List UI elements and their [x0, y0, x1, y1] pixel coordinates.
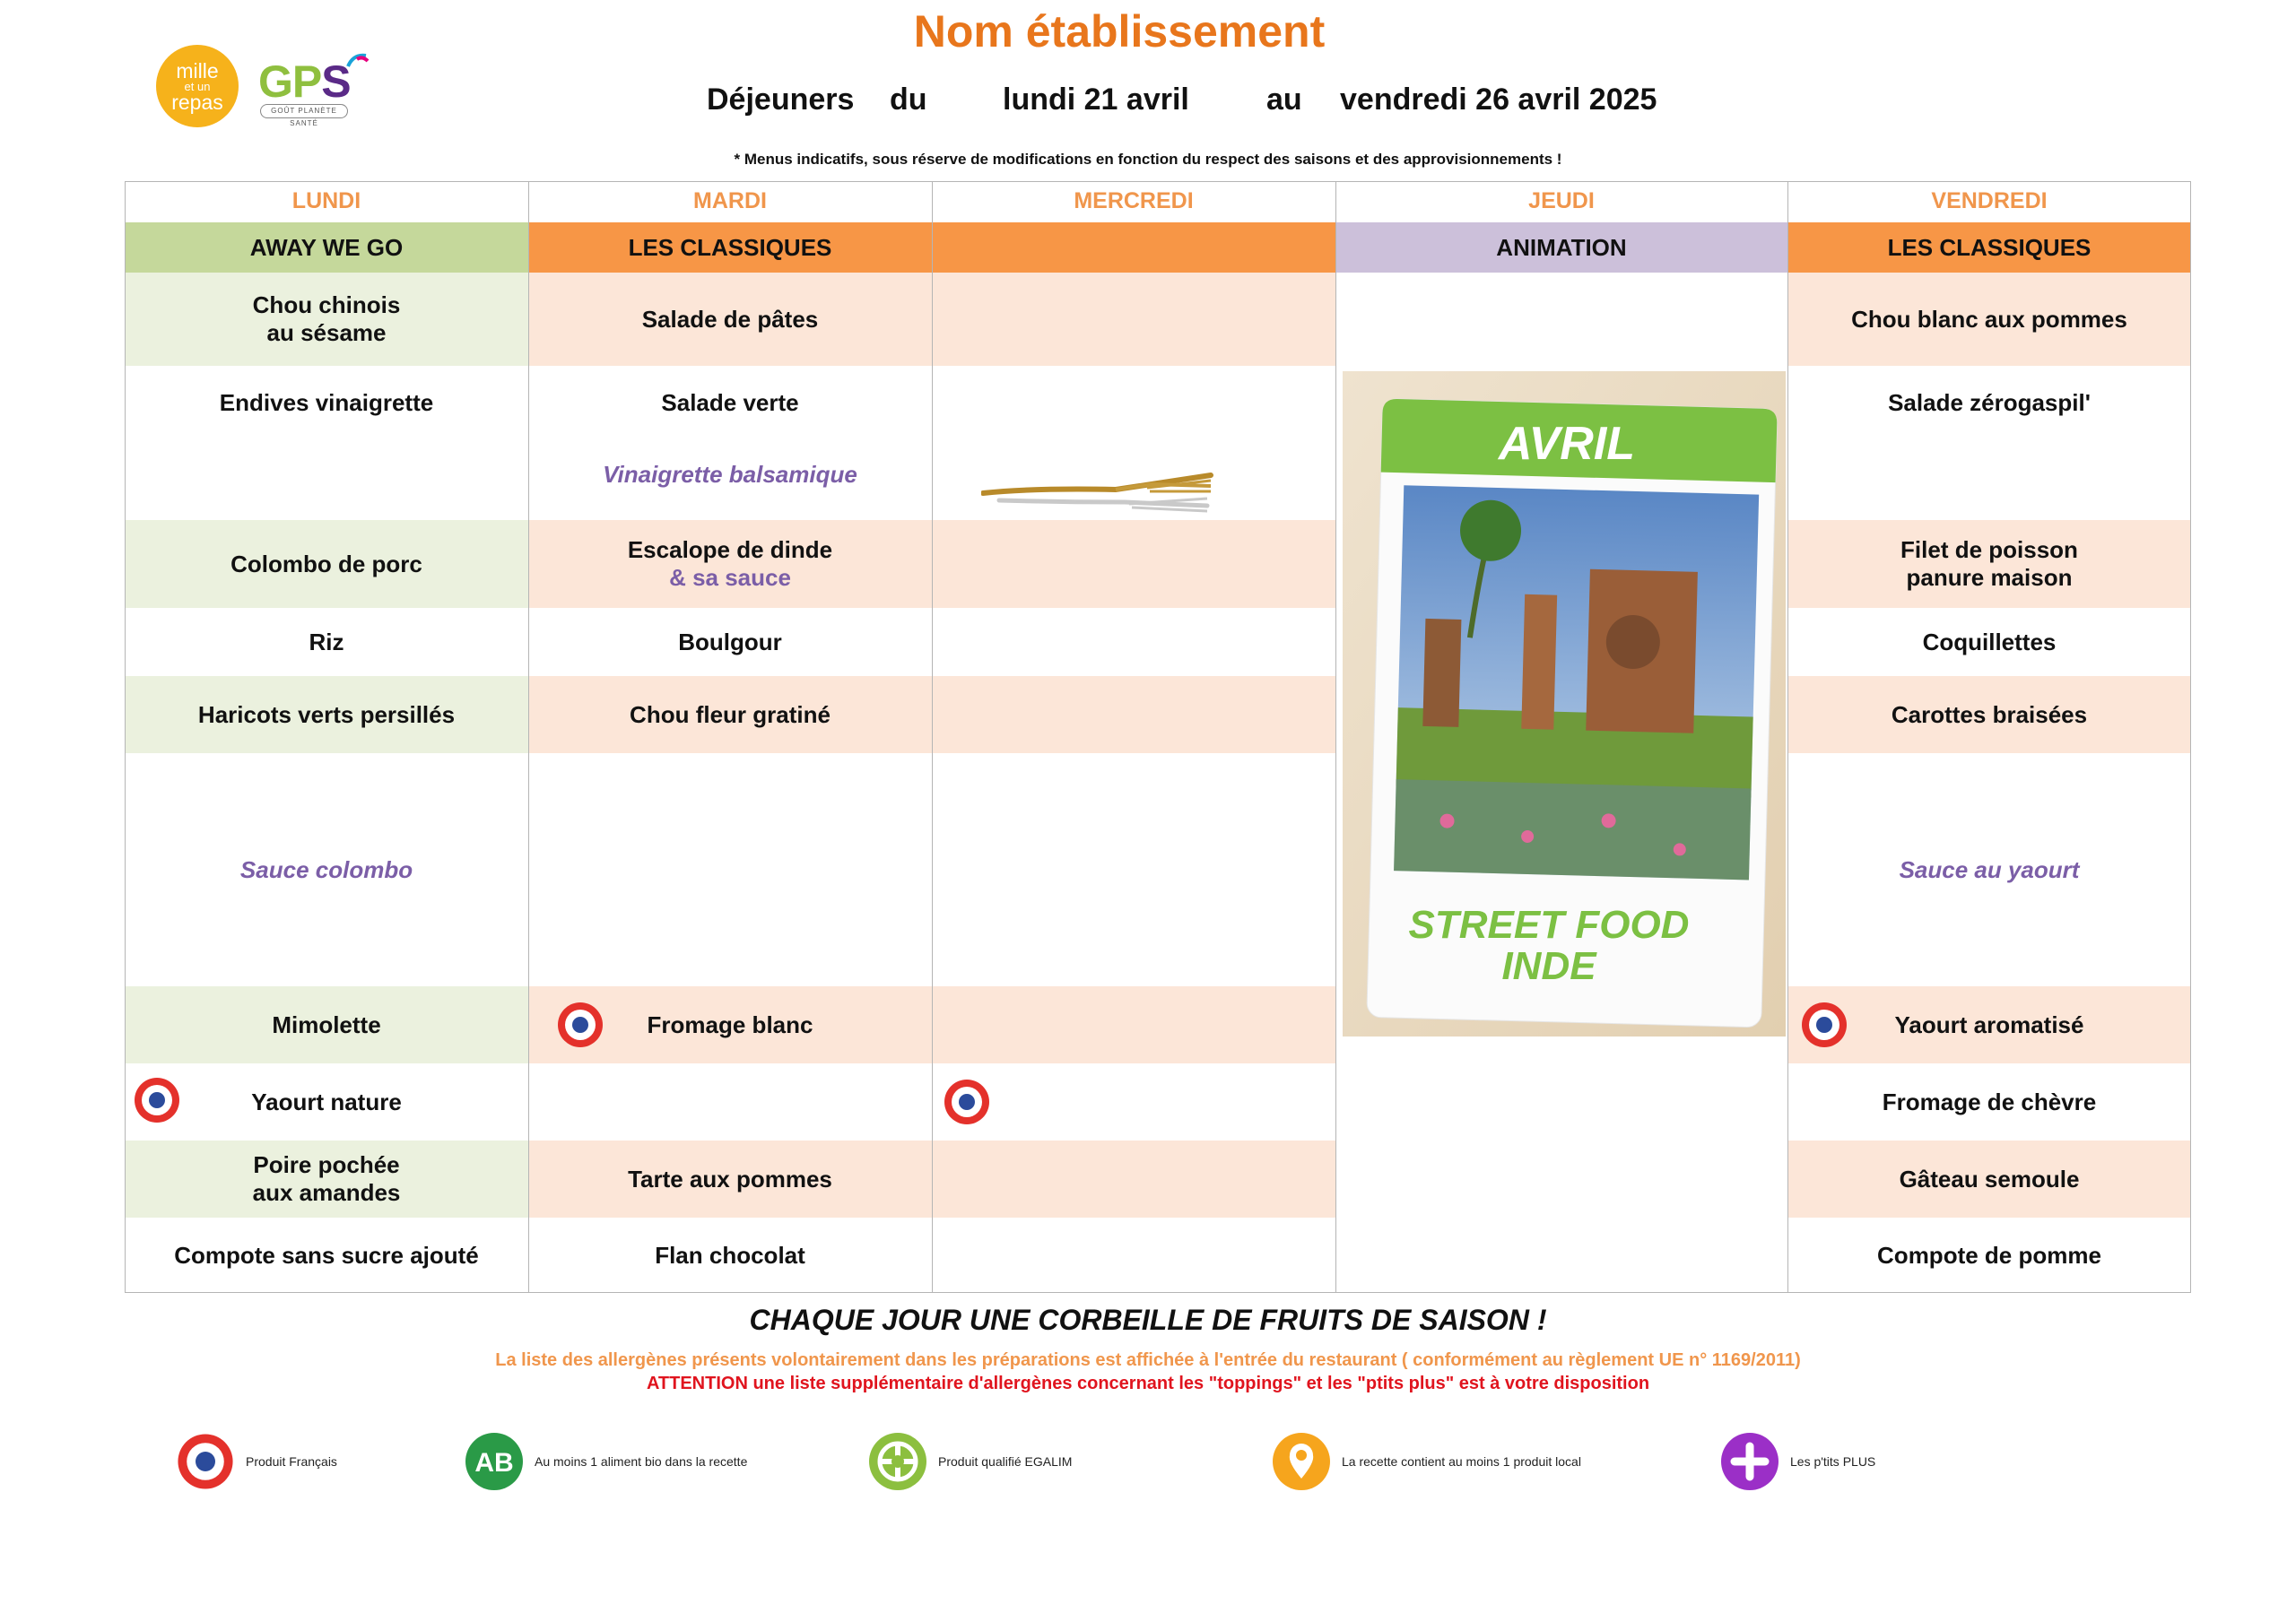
bio-ab-icon	[465, 1432, 524, 1491]
menu-cell-lundi-entree	[125, 273, 528, 366]
day-name-mercredi: MERCREDI	[1074, 188, 1194, 213]
logo-line-3: repas	[171, 90, 223, 114]
menu-table	[125, 181, 2191, 1293]
bio-ab-text: AB	[474, 1448, 514, 1478]
menu-cell-vendredi-dessert: Gâteau semoule	[1787, 1141, 2191, 1218]
legend-item-bio	[465, 1431, 747, 1492]
mardi-plat-sauce: & sa sauce	[669, 564, 791, 591]
column-divider	[1787, 181, 1788, 1293]
lundi-entree-line2: au sésame	[266, 319, 387, 346]
menu-cell-mardi-plat	[528, 520, 932, 608]
menu-cell-lundi-dessert2: Compote sans sucre ajouté	[174, 1241, 479, 1269]
allergen-attention: ATTENTION une liste supplémentaire d'allergènes concernant les "toppings" et les "ptits plus" est à votre disposition	[646, 1374, 1650, 1393]
legend-item-ptits-plus	[1720, 1431, 1875, 1492]
column-divider	[932, 181, 933, 1293]
allergen-notice: La liste des allergènes présents volontairement dans les préparations est affichée à l'entrée du restaurant ( conformément au règlement UE n° 1169/2011)	[495, 1350, 1801, 1370]
legend-item-local	[1272, 1431, 1581, 1492]
lundi-dessert-line2: aux amandes	[252, 1179, 401, 1206]
legend-label: Produit Français	[246, 1454, 337, 1469]
table-border-left	[125, 181, 126, 1293]
menu-cell-lundi-sauce: Sauce colombo	[239, 855, 413, 883]
column-divider	[1335, 181, 1336, 1293]
menu-cell-mardi-accomp2: Chou fleur gratiné	[528, 676, 932, 753]
menu-cell-vendredi-dessert2: Compote de pomme	[1877, 1241, 2101, 1269]
menu-cell-mardi-dessert: Tarte aux pommes	[528, 1141, 932, 1218]
menu-cell-mercredi-plat	[932, 520, 1335, 608]
legend-label: Produit qualifié EGALIM	[938, 1454, 1073, 1469]
day-name-vendredi: VENDREDI	[1931, 188, 2048, 213]
menu-cell-vendredi-entree2: Salade zérogaspil'	[1888, 389, 2091, 416]
header-au: au	[1266, 82, 1302, 117]
menu-cell-lundi-plat: Colombo de porc	[125, 520, 528, 608]
fork-icon	[981, 466, 1214, 520]
legend-item-produit-francais	[176, 1431, 337, 1492]
menu-cell-lundi-entree2: Endives vinaigrette	[219, 389, 434, 416]
cocarde-icon	[176, 1432, 235, 1491]
lundi-entree-line1: Chou chinois	[252, 291, 401, 318]
cocarde-icon	[133, 1076, 181, 1124]
legend-label: Au moins 1 aliment bio dans la recette	[535, 1454, 748, 1469]
egalim-icon	[868, 1432, 927, 1491]
gps-logo-letters: GP	[258, 56, 322, 107]
cocarde-icon	[943, 1078, 991, 1126]
gps-logo-s: S	[321, 56, 351, 107]
vendredi-plat-line1: Filet de poisson	[1900, 536, 2078, 563]
day-name-jeudi: JEUDI	[1528, 188, 1595, 213]
header-dejeuners: Déjeuners	[707, 82, 855, 117]
menu-cell-mardi-dessert2: Flan chocolat	[655, 1241, 805, 1269]
ptits-plus-icon	[1720, 1432, 1779, 1491]
menu-cell-vendredi-laitage: Fromage de chèvre	[1882, 1088, 2097, 1115]
menu-cell-mercredi-entree	[932, 273, 1335, 366]
theme-band-mardi: LES CLASSIQUES	[528, 222, 932, 273]
menu-cell-vendredi-accomp1: Coquillettes	[1922, 628, 2057, 655]
logo-line-1: mille	[176, 58, 219, 82]
mardi-plat-main: Escalope de dinde	[627, 536, 833, 563]
table-border-bottom	[125, 1292, 2191, 1293]
menu-cell-mardi-vinaigrette: Vinaigrette balsamique	[603, 461, 857, 488]
menu-cell-mercredi-dessert	[932, 1141, 1335, 1218]
menu-cell-mardi-accomp1: Boulgour	[678, 628, 782, 655]
header-date-end: vendredi 26 avril 2025	[1340, 82, 1657, 117]
poster-month: AVRIL	[1498, 418, 1636, 470]
menu-cell-vendredi-entree: Chou blanc aux pommes	[1787, 273, 2191, 366]
menu-cell-vendredi-sauce: Sauce au yaourt	[1899, 855, 2080, 883]
column-mercredi	[932, 181, 1335, 1293]
menu-cell-mercredi-accomp2	[932, 676, 1335, 753]
menu-notice: * Menus indicatifs, sous réserve de modifications en fonction du respect des saisons et des approvisionnements !	[734, 151, 1562, 168]
column-divider	[528, 181, 529, 1293]
cocarde-icon	[1800, 1001, 1848, 1049]
logo-line-2: et un	[184, 79, 211, 93]
table-border-right	[2190, 181, 2191, 1293]
gps-tagline: GOÛT PLANÈTE SANTÉ	[260, 104, 348, 118]
lundi-dessert-line1: Poire pochée	[253, 1151, 400, 1178]
poster-line-2: INDE	[1501, 944, 1596, 988]
gps-logo	[258, 56, 351, 108]
menu-cell-mercredi-fromage	[932, 986, 1335, 1063]
column-mardi	[528, 181, 932, 1293]
menu-cell-mardi-entree: Salade de pâtes	[528, 273, 932, 366]
page-title: Nom établissement	[913, 6, 1326, 56]
menu-cell-mardi-entree2: Salade verte	[661, 389, 799, 416]
theme-band-lundi: AWAY WE GO	[125, 222, 528, 273]
poster-line-1: STREET FOOD	[1408, 903, 1690, 947]
table-border-top	[125, 181, 2191, 182]
menu-cell-lundi-accomp1: Riz	[309, 628, 344, 655]
menu-cell-lundi-accomp2: Haricots verts persillés	[125, 676, 528, 753]
day-name-lundi: LUNDI	[291, 188, 361, 213]
menu-cell-vendredi-plat	[1787, 520, 2191, 608]
menu-cell-lundi-fromage: Mimolette	[125, 986, 528, 1063]
legend-label: La recette contient au moins 1 produit local	[1342, 1454, 1581, 1469]
theme-band-mercredi	[932, 222, 1335, 273]
legend-item-egalim	[868, 1431, 1072, 1492]
cocarde-icon	[556, 1001, 604, 1049]
theme-band-vendredi: LES CLASSIQUES	[1787, 222, 2191, 273]
mille-et-un-repas-logo	[156, 45, 239, 127]
animation-poster-image	[1343, 371, 1786, 1037]
header-date-start: lundi 21 avril	[1003, 82, 1189, 117]
menu-cell-lundi-laitage: Yaourt nature	[251, 1088, 402, 1115]
menu-cell-mardi-fromage: Fromage blanc	[528, 986, 932, 1063]
gps-swoosh-icon	[344, 50, 371, 77]
menu-cell-vendredi-accomp2: Carottes braisées	[1787, 676, 2191, 753]
daily-fruit-basket-banner: CHAQUE JOUR UNE CORBEILLE DE FRUITS DE SAISON !	[749, 1304, 1547, 1336]
day-name-mardi: MARDI	[693, 188, 767, 213]
local-pin-icon	[1272, 1432, 1331, 1491]
menu-cell-vendredi-fromage: Yaourt aromatisé	[1787, 986, 2191, 1063]
legend-label: Les p'tits PLUS	[1790, 1454, 1876, 1469]
column-vendredi	[1787, 181, 2191, 1293]
vendredi-plat-line2: panure maison	[1906, 564, 2073, 591]
theme-band-jeudi: ANIMATION	[1335, 222, 1787, 273]
header-du: du	[890, 82, 927, 117]
menu-cell-lundi-dessert	[125, 1141, 528, 1218]
column-lundi	[125, 181, 528, 1293]
